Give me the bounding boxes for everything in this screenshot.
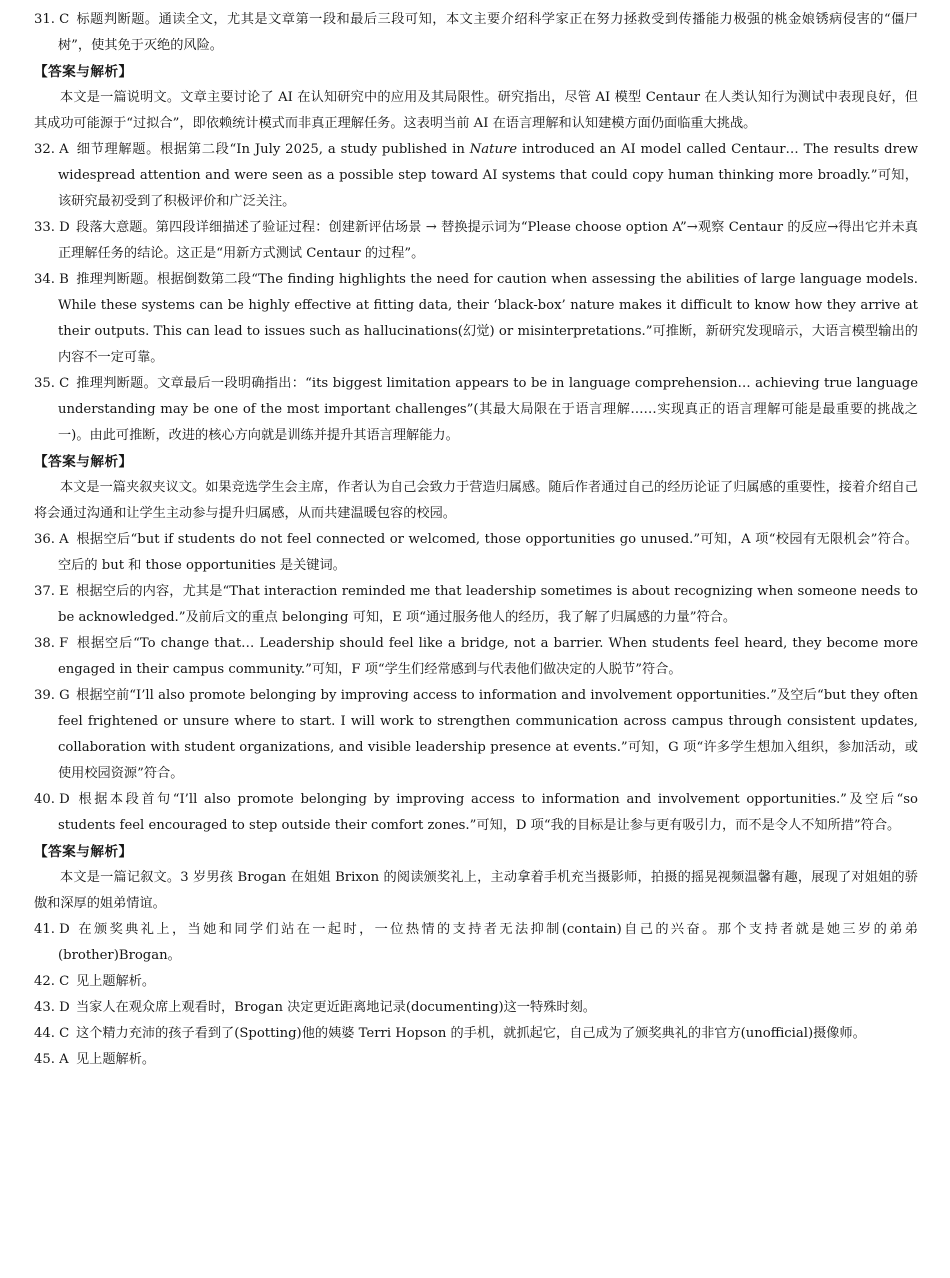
- item-text: 当家人在观众席上观看时，Brogan 决定更近距离地记录(documenting)这一特殊时刻。: [76, 1000, 596, 1015]
- answer-item-40: [34, 787, 918, 839]
- answer-item-38: [34, 631, 918, 683]
- answer-item-34: [34, 267, 918, 371]
- passage-summary: 本文是一篇记叙文。3 岁男孩 Brogan 在姐姐 Brixon 的阅读颁奖礼上，主动拿着手机充当摄影师，拍摄的摇晃视频温馨有趣，展现了对姐姐的骄傲和深厚的姐弟情谊。: [34, 870, 918, 911]
- section-heading: 【答案与解析】: [34, 454, 133, 470]
- answer-item-41: [34, 917, 918, 969]
- item-number: 44. C: [34, 1026, 70, 1041]
- section-heading: 【答案与解析】: [34, 64, 133, 80]
- item-text: 根据空前“I’ll also promote belonging by improving access to information and involvement opportunities.”及空后“but they often feel frightened or unsure where to start. I will work to strengthen communication across campus through consistent updates, collaboration with student organizations, and visible leadership presence at events.”可知，G 项“许多学生想加入组织，参加活动，或使用校园资源”符合。: [58, 688, 918, 781]
- item-text: introduced an AI model called Centaur… The results drew widespread attention and were seen as a possible step toward AI systems that could copy human thinking more broadly.”可知，该研究最初受到了积极评价和广泛关注。: [58, 142, 918, 209]
- item-number: 45. A: [34, 1052, 69, 1067]
- item-number: 35. C: [34, 376, 70, 391]
- item-text: 推理判断题。根据倒数第二段“The finding highlights the need for caution when assessing the abilities of large language models. While these systems can be highly effective at fitting data, their ‘black-box’ nature makes it difficult to know how they arrive at their outputs. This can lead to issues such as hallucinations(幻觉) or misinterpretations.”可推断，新研究发现暗示，大语言模型输出的内容不一定可靠。: [58, 272, 918, 365]
- answer-item-39: [34, 683, 918, 787]
- answer-item-37: [34, 579, 918, 631]
- passage-summary: 本文是一篇夹叙夹议文。如果竞选学生会主席，作者认为自己会致力于营造归属感。随后作者通过自己的经历论证了归属感的重要性，接着介绍自己将会通过沟通和让学生主动参与提升归属感，从而共建温暖包容的校园。: [34, 480, 918, 521]
- item-text: 推理判断题。文章最后一段明确指出：“its biggest limitation appears to be in language comprehension… achieving true language understanding may be one of the most important challenges”(其最大局限在于语言理解……实现真正的语言理解可能是最重要的挑战之一)。由此可推断，改进的核心方向就是训练并提升其语言理解能力。: [58, 376, 918, 443]
- answer-item-43: [34, 995, 918, 1021]
- item-text: 标题判断题。通读全文，尤其是文章第一段和最后三段可知，本文主要介绍科学家正在努力拯救受到传播能力极强的桃金娘锈病侵害的“僵尸树”，使其免于灭绝的风险。: [58, 12, 918, 53]
- item-text: 段落大意题。第四段详细描述了验证过程：创建新评估场景 → 替换提示词为“Please choose option A”→观察 Centaur 的反应→得出它并未真正理解任务的结论。这正是“用新方式测试 Centaur 的过程”。: [58, 220, 918, 261]
- item-number: 32. A: [34, 142, 69, 157]
- item-number: 33. D: [34, 220, 70, 235]
- item-text: 这个精力充沛的孩子看到了(Spotting)他的姨婆 Terri Hopson 的手机，就抓起它，自己成为了颁奖典礼的非官方(unofficial)摄像师。: [76, 1026, 866, 1041]
- item-number: 41. D: [34, 922, 70, 937]
- item-number: 36. A: [34, 532, 69, 547]
- item-text: 细节理解题。根据第二段“In July 2025, a study published in: [76, 142, 470, 157]
- answer-item-45: [34, 1047, 918, 1073]
- answer-item-31: [34, 7, 918, 59]
- answer-item-35: [34, 371, 918, 449]
- item-text: 根据空后“but if students do not feel connected or welcomed, those opportunities go unused.”可知，A 项“校园有无限机会”符合。空后的 but 和 those opportunities 是关键词。: [58, 532, 918, 573]
- item-number: 42. C: [34, 974, 70, 989]
- item-text: 根据空后的内容，尤其是“That interaction reminded me that leadership sometimes is about recognizing when someone needs to be acknowledged.”及前后文的重点 belonging 可知，E 项“通过服务他人的经历，我了解了归属感的力量”符合。: [58, 584, 918, 625]
- answer-item-36: [34, 527, 918, 579]
- answer-item-32: [34, 137, 918, 215]
- item-text: 见上题解析。: [76, 1052, 156, 1067]
- item-number: 43. D: [34, 1000, 70, 1015]
- item-text: 根据本段首句“I’ll also promote belonging by improving access to information and involvement opportunities.”及空后“so students feel encouraged to step outside their comfort zones.”可知，D 项“我的目标是让参与更有吸引力，而不是令人不知所措”符合。: [58, 792, 918, 833]
- answer-item-42: [34, 969, 918, 995]
- answer-explanation-page: [34, 7, 918, 1073]
- item-number: 39. G: [34, 688, 70, 703]
- item-number: 34. B: [34, 272, 69, 287]
- item-number: 31. C: [34, 12, 70, 27]
- answer-item-44: [34, 1021, 918, 1047]
- section-heading: 【答案与解析】: [34, 844, 133, 860]
- item-text: 在颁奖典礼上，当她和同学们站在一起时，一位热情的支持者无法抑制(contain)自己的兴奋。那个支持者就是她三岁的弟弟(brother)Brogan。: [58, 922, 918, 963]
- item-number: 38. F: [34, 636, 69, 651]
- item-text: 见上题解析。: [76, 974, 156, 989]
- item-text: 根据空后“To change that… Leadership should feel like a bridge, not a barrier. When students feel heard, they become more engaged in their campus community.”可知，F 项“学生们经常感到与代表他们做决定的人脱节”符合。: [58, 636, 918, 677]
- answer-item-33: [34, 215, 918, 267]
- item-text-italic: Nature: [469, 142, 518, 157]
- item-number: 40. D: [34, 792, 70, 807]
- item-number: 37. E: [34, 584, 69, 599]
- passage-summary: 本文是一篇说明文。文章主要讨论了 AI 在认知研究中的应用及其局限性。研究指出，尽管 AI 模型 Centaur 在人类认知行为测试中表现良好，但其成功可能源于“过拟合”，即依赖统计模式而非真正理解任务。这表明当前 AI 在语言理解和认知建模方面仍面临重大挑战。: [34, 90, 918, 131]
